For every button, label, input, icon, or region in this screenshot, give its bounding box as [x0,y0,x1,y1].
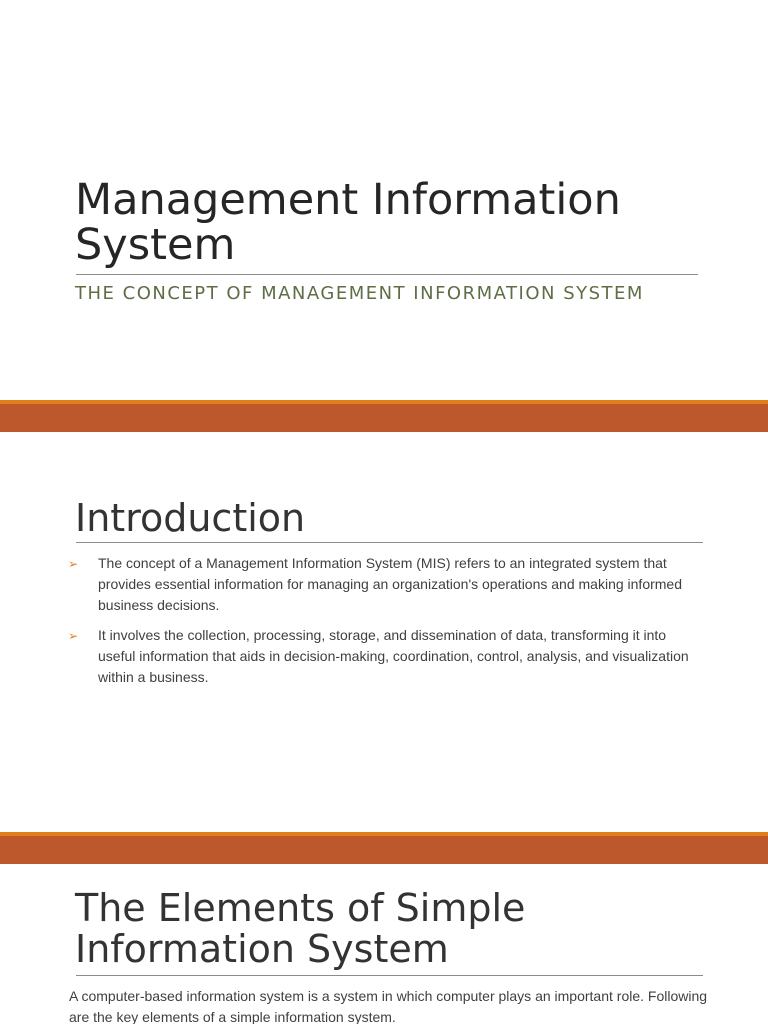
heading-divider [76,542,703,543]
arrow-bullet-icon: ➢ [68,557,79,571]
title-divider [76,274,698,275]
elements-slide [0,864,768,1024]
slide-separator-bar [0,832,768,864]
bullet-text: It involves the collection, processing, storage, and dissemination of data, transforming it into useful information that aids in decision-making, coordination, control, analysis, and visualization within a business. [98,627,689,685]
slide-heading: The Elements of Simple Information System [75,886,526,971]
bullet-item [66,625,706,688]
slide-title: Management Information System [75,175,621,270]
heading-divider [76,975,703,976]
title-slide [0,0,768,400]
slide-paragraph: A computer-based information system is a system in which computer plays an important role. Following are the key elements of a simple information system. [69,988,708,1024]
slide-subtitle: THE CONCEPT OF MANAGEMENT INFORMATION SYSTEM [75,283,644,304]
slide-heading: Introduction [75,496,306,540]
slide-separator-bar [0,400,768,432]
introduction-slide [0,432,768,832]
bullet-list [66,553,706,697]
arrow-bullet-icon: ➢ [68,629,79,643]
bullet-item [66,553,706,616]
bullet-text: The concept of a Management Information System (MIS) refers to an integrated system that provides essential information for managing an organization's operations and making informed business decisions. [98,555,683,613]
